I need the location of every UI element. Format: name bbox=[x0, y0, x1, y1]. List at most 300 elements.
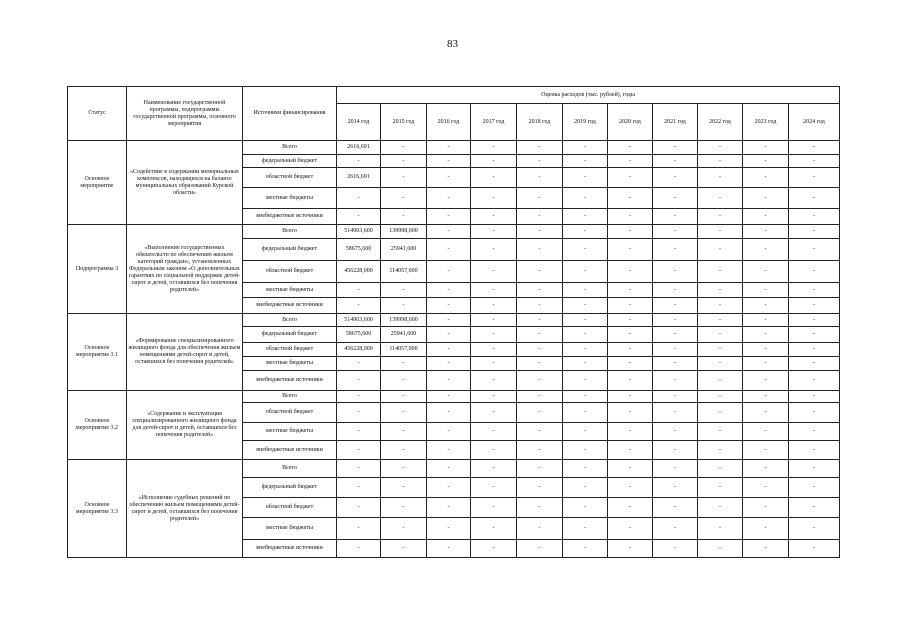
expense-estimate-table bbox=[67, 86, 840, 558]
value-cell: - bbox=[789, 478, 840, 498]
value-cell: - bbox=[608, 141, 653, 155]
header-name: Наименование государственной программы, подпрограммы государственной программы, основного мероприятия bbox=[127, 87, 243, 141]
value-cell: - bbox=[337, 403, 381, 423]
value-cell: - bbox=[608, 391, 653, 403]
value-cell: - bbox=[563, 168, 608, 188]
value-cell: - bbox=[471, 239, 517, 261]
value-cell: - bbox=[608, 225, 653, 239]
value-cell: - bbox=[789, 168, 840, 188]
value-cell: - bbox=[563, 298, 608, 314]
value-cell: - bbox=[517, 518, 563, 540]
value-cell: - bbox=[471, 391, 517, 403]
value-cell: - bbox=[427, 188, 471, 209]
value-cell: - bbox=[427, 498, 471, 518]
year-header: 2021 год bbox=[653, 104, 698, 141]
value-cell: - bbox=[517, 478, 563, 498]
value-cell: - bbox=[563, 209, 608, 225]
value-cell: - bbox=[337, 298, 381, 314]
value-cell: - bbox=[381, 478, 427, 498]
value-cell: - bbox=[608, 540, 653, 558]
value-cell: - bbox=[517, 403, 563, 423]
value-cell: - bbox=[381, 371, 427, 391]
value-cell: - bbox=[517, 168, 563, 188]
value-cell: - bbox=[698, 343, 743, 357]
year-header: 2014 год bbox=[337, 104, 381, 141]
funding-source-cell: внебюджетные источники bbox=[243, 298, 337, 314]
value-cell: - bbox=[471, 371, 517, 391]
value-cell: - bbox=[698, 357, 743, 371]
value-cell: - bbox=[653, 343, 698, 357]
value-cell: - bbox=[743, 188, 789, 209]
value-cell: - bbox=[471, 460, 517, 478]
value-cell: 514903,600 bbox=[337, 314, 381, 327]
value-cell: - bbox=[608, 155, 653, 168]
value-cell: - bbox=[698, 261, 743, 283]
value-cell: - bbox=[471, 155, 517, 168]
value-cell: 2616,691 bbox=[337, 141, 381, 155]
value-cell: - bbox=[608, 441, 653, 460]
value-cell: - bbox=[653, 209, 698, 225]
value-cell: - bbox=[337, 478, 381, 498]
value-cell: - bbox=[381, 391, 427, 403]
value-cell: - bbox=[698, 460, 743, 478]
value-cell: - bbox=[517, 327, 563, 343]
value-cell: - bbox=[427, 155, 471, 168]
value-cell: - bbox=[427, 298, 471, 314]
status-cell: Основное мероприятие 3.1 bbox=[68, 314, 127, 391]
table-row bbox=[68, 391, 840, 403]
value-cell: - bbox=[427, 209, 471, 225]
value-cell: - bbox=[608, 518, 653, 540]
value-cell: - bbox=[563, 478, 608, 498]
value-cell: - bbox=[653, 168, 698, 188]
value-cell: - bbox=[517, 498, 563, 518]
value-cell: - bbox=[563, 225, 608, 239]
value-cell: - bbox=[337, 518, 381, 540]
value-cell: - bbox=[789, 225, 840, 239]
value-cell: - bbox=[471, 225, 517, 239]
value-cell: - bbox=[427, 391, 471, 403]
program-name-cell: «Исполнение судебных решений по обеспечению жильем помещениями детей-сирот и детей, оставшихся без попечения родителей» bbox=[127, 460, 243, 558]
value-cell: - bbox=[653, 298, 698, 314]
value-cell: - bbox=[381, 423, 427, 441]
value-cell: - bbox=[381, 441, 427, 460]
value-cell: - bbox=[653, 357, 698, 371]
year-header: 2020 год bbox=[608, 104, 653, 141]
value-cell: - bbox=[789, 518, 840, 540]
table-row bbox=[68, 460, 840, 478]
value-cell: - bbox=[517, 141, 563, 155]
value-cell: - bbox=[789, 261, 840, 283]
value-cell: - bbox=[517, 391, 563, 403]
funding-source-cell: местные бюджеты bbox=[243, 518, 337, 540]
value-cell: - bbox=[743, 298, 789, 314]
value-cell: - bbox=[743, 343, 789, 357]
value-cell: - bbox=[563, 540, 608, 558]
value-cell: - bbox=[608, 478, 653, 498]
value-cell: - bbox=[381, 155, 427, 168]
value-cell: - bbox=[471, 298, 517, 314]
funding-source-cell: федеральный бюджет bbox=[243, 155, 337, 168]
value-cell: - bbox=[381, 141, 427, 155]
value-cell: - bbox=[608, 371, 653, 391]
value-cell: - bbox=[743, 239, 789, 261]
value-cell: 58675,600 bbox=[337, 327, 381, 343]
funding-source-cell: местные бюджеты bbox=[243, 357, 337, 371]
value-cell: - bbox=[517, 371, 563, 391]
value-cell: - bbox=[698, 188, 743, 209]
value-cell: - bbox=[698, 371, 743, 391]
funding-source-cell: Всего bbox=[243, 225, 337, 239]
value-cell: - bbox=[517, 357, 563, 371]
value-cell: - bbox=[337, 441, 381, 460]
value-cell: - bbox=[653, 391, 698, 403]
value-cell: - bbox=[471, 540, 517, 558]
value-cell: - bbox=[517, 225, 563, 239]
value-cell: - bbox=[743, 209, 789, 225]
funding-source-cell: внебюджетные источники bbox=[243, 540, 337, 558]
value-cell: - bbox=[381, 188, 427, 209]
value-cell: - bbox=[381, 298, 427, 314]
value-cell: - bbox=[427, 168, 471, 188]
value-cell: - bbox=[427, 327, 471, 343]
value-cell: - bbox=[698, 423, 743, 441]
value-cell: - bbox=[381, 518, 427, 540]
page-number: 83 bbox=[447, 38, 458, 50]
value-cell: - bbox=[698, 540, 743, 558]
value-cell: - bbox=[427, 423, 471, 441]
header-status: Статус bbox=[68, 87, 127, 141]
value-cell: - bbox=[471, 327, 517, 343]
value-cell: - bbox=[381, 540, 427, 558]
value-cell: - bbox=[563, 357, 608, 371]
value-cell: - bbox=[698, 391, 743, 403]
value-cell: - bbox=[653, 155, 698, 168]
funding-source-cell: Всего bbox=[243, 460, 337, 478]
funding-source-cell: областной бюджет bbox=[243, 403, 337, 423]
value-cell: - bbox=[653, 283, 698, 298]
value-cell: - bbox=[563, 391, 608, 403]
value-cell: - bbox=[337, 357, 381, 371]
header-estimate: Оценка расходов (тыс. рублей), годы bbox=[337, 87, 840, 104]
value-cell: - bbox=[789, 371, 840, 391]
value-cell: - bbox=[789, 460, 840, 478]
value-cell: - bbox=[698, 239, 743, 261]
table-row bbox=[68, 225, 840, 239]
year-header: 2022 год bbox=[698, 104, 743, 141]
value-cell: - bbox=[337, 423, 381, 441]
value-cell: - bbox=[789, 540, 840, 558]
value-cell: - bbox=[653, 239, 698, 261]
value-cell: - bbox=[517, 261, 563, 283]
value-cell: - bbox=[698, 298, 743, 314]
value-cell: - bbox=[789, 403, 840, 423]
program-name-cell: «Формирование специализированного жилищного фонда для обеспечения жильем помещениями детей-сирот и детей, оставшихся без попечения родителей» bbox=[127, 314, 243, 391]
value-cell: - bbox=[337, 460, 381, 478]
value-cell: - bbox=[337, 498, 381, 518]
value-cell: - bbox=[563, 498, 608, 518]
value-cell: - bbox=[653, 403, 698, 423]
value-cell: - bbox=[789, 391, 840, 403]
value-cell: - bbox=[517, 314, 563, 327]
header-sources: Источники финансирования bbox=[243, 87, 337, 141]
funding-source-cell: Всего bbox=[243, 141, 337, 155]
value-cell: - bbox=[698, 225, 743, 239]
value-cell: - bbox=[517, 209, 563, 225]
value-cell: 114057,000 bbox=[381, 261, 427, 283]
funding-source-cell: внебюджетные источники bbox=[243, 209, 337, 225]
value-cell: - bbox=[653, 498, 698, 518]
funding-source-cell: областной бюджет bbox=[243, 168, 337, 188]
value-cell: - bbox=[698, 518, 743, 540]
value-cell: - bbox=[698, 283, 743, 298]
value-cell: - bbox=[563, 261, 608, 283]
value-cell: - bbox=[471, 283, 517, 298]
value-cell: - bbox=[337, 540, 381, 558]
year-header: 2015 год bbox=[381, 104, 427, 141]
value-cell: - bbox=[471, 261, 517, 283]
value-cell: - bbox=[427, 141, 471, 155]
value-cell: - bbox=[563, 460, 608, 478]
value-cell: - bbox=[427, 261, 471, 283]
value-cell: - bbox=[789, 209, 840, 225]
value-cell: - bbox=[563, 403, 608, 423]
value-cell: 139998,600 bbox=[381, 225, 427, 239]
value-cell: - bbox=[743, 261, 789, 283]
value-cell: 25941,600 bbox=[381, 239, 427, 261]
value-cell: - bbox=[471, 518, 517, 540]
value-cell: - bbox=[743, 314, 789, 327]
value-cell: 25941,600 bbox=[381, 327, 427, 343]
value-cell: - bbox=[471, 209, 517, 225]
value-cell: - bbox=[517, 155, 563, 168]
value-cell: - bbox=[743, 518, 789, 540]
program-name-cell: «Содействие в содержании мемориальных комплексов, находящихся на балансе муниципальных образований Курской области» bbox=[127, 141, 243, 225]
value-cell: - bbox=[471, 423, 517, 441]
value-cell: - bbox=[608, 261, 653, 283]
value-cell: - bbox=[471, 357, 517, 371]
value-cell: - bbox=[381, 357, 427, 371]
value-cell: 58675,600 bbox=[337, 239, 381, 261]
year-header: 2023 год bbox=[743, 104, 789, 141]
value-cell: - bbox=[563, 155, 608, 168]
status-cell: Подпрограмма 3 bbox=[68, 225, 127, 314]
value-cell: - bbox=[653, 423, 698, 441]
value-cell: - bbox=[471, 141, 517, 155]
value-cell: - bbox=[743, 327, 789, 343]
year-header: 2024 год bbox=[789, 104, 840, 141]
value-cell: - bbox=[563, 188, 608, 209]
value-cell: - bbox=[337, 155, 381, 168]
value-cell: - bbox=[789, 498, 840, 518]
value-cell: - bbox=[653, 478, 698, 498]
value-cell: - bbox=[743, 371, 789, 391]
value-cell: - bbox=[789, 423, 840, 441]
value-cell: - bbox=[653, 371, 698, 391]
value-cell: - bbox=[743, 441, 789, 460]
value-cell: - bbox=[743, 283, 789, 298]
value-cell: - bbox=[608, 460, 653, 478]
value-cell: - bbox=[653, 314, 698, 327]
value-cell: - bbox=[471, 168, 517, 188]
value-cell: - bbox=[563, 423, 608, 441]
value-cell: - bbox=[427, 441, 471, 460]
funding-source-cell: областной бюджет bbox=[243, 343, 337, 357]
value-cell: - bbox=[789, 343, 840, 357]
value-cell: - bbox=[427, 314, 471, 327]
value-cell: - bbox=[427, 371, 471, 391]
value-cell: - bbox=[653, 141, 698, 155]
funding-source-cell: федеральный бюджет bbox=[243, 327, 337, 343]
funding-source-cell: местные бюджеты bbox=[243, 423, 337, 441]
value-cell: - bbox=[653, 518, 698, 540]
value-cell: - bbox=[653, 188, 698, 209]
value-cell: - bbox=[608, 209, 653, 225]
value-cell: - bbox=[789, 314, 840, 327]
value-cell: - bbox=[517, 423, 563, 441]
value-cell: - bbox=[698, 403, 743, 423]
value-cell: - bbox=[608, 327, 653, 343]
funding-source-cell: внебюджетные источники bbox=[243, 371, 337, 391]
value-cell: - bbox=[471, 403, 517, 423]
value-cell: - bbox=[789, 298, 840, 314]
value-cell: - bbox=[653, 441, 698, 460]
value-cell: - bbox=[563, 441, 608, 460]
value-cell: - bbox=[381, 460, 427, 478]
value-cell: - bbox=[563, 239, 608, 261]
value-cell: - bbox=[517, 441, 563, 460]
value-cell: - bbox=[608, 357, 653, 371]
value-cell: - bbox=[653, 540, 698, 558]
program-name-cell: «Выполнение государственных обязательств по обеспечению жильем категорий граждан», установленных Федеральным законом «О дополнительных гарантиях по социальной поддержке детей-сирот и детей, оставшихся без попечения родителей» bbox=[127, 225, 243, 314]
value-cell: - bbox=[698, 441, 743, 460]
year-header: 2016 год bbox=[427, 104, 471, 141]
value-cell: - bbox=[471, 478, 517, 498]
value-cell: - bbox=[517, 540, 563, 558]
value-cell: - bbox=[743, 540, 789, 558]
value-cell: - bbox=[427, 403, 471, 423]
value-cell: - bbox=[608, 283, 653, 298]
value-cell: - bbox=[381, 283, 427, 298]
value-cell: - bbox=[381, 403, 427, 423]
value-cell: - bbox=[427, 478, 471, 498]
value-cell: - bbox=[698, 155, 743, 168]
value-cell: - bbox=[517, 283, 563, 298]
value-cell: - bbox=[427, 343, 471, 357]
value-cell: - bbox=[789, 155, 840, 168]
funding-source-cell: местные бюджеты bbox=[243, 188, 337, 209]
value-cell: 114057,000 bbox=[381, 343, 427, 357]
table-row bbox=[68, 141, 840, 155]
value-cell: - bbox=[427, 540, 471, 558]
value-cell: - bbox=[427, 460, 471, 478]
value-cell: - bbox=[743, 403, 789, 423]
value-cell: - bbox=[743, 460, 789, 478]
value-cell: 456228,000 bbox=[337, 261, 381, 283]
table-body bbox=[68, 141, 840, 558]
value-cell: - bbox=[337, 188, 381, 209]
funding-source-cell: федеральный бюджет bbox=[243, 478, 337, 498]
value-cell: - bbox=[789, 357, 840, 371]
value-cell: - bbox=[789, 283, 840, 298]
value-cell: - bbox=[337, 283, 381, 298]
value-cell: - bbox=[471, 314, 517, 327]
value-cell: - bbox=[517, 460, 563, 478]
value-cell: - bbox=[743, 141, 789, 155]
value-cell: - bbox=[789, 141, 840, 155]
value-cell: - bbox=[563, 518, 608, 540]
value-cell: 139998,600 bbox=[381, 314, 427, 327]
value-cell: - bbox=[427, 225, 471, 239]
value-cell: - bbox=[698, 168, 743, 188]
value-cell: - bbox=[608, 343, 653, 357]
value-cell: - bbox=[563, 283, 608, 298]
value-cell: - bbox=[743, 155, 789, 168]
value-cell: - bbox=[471, 343, 517, 357]
table-row bbox=[68, 314, 840, 327]
value-cell: - bbox=[743, 168, 789, 188]
value-cell: - bbox=[427, 239, 471, 261]
value-cell: - bbox=[698, 327, 743, 343]
value-cell: - bbox=[608, 423, 653, 441]
value-cell: - bbox=[653, 460, 698, 478]
value-cell: - bbox=[608, 498, 653, 518]
value-cell: - bbox=[743, 423, 789, 441]
value-cell: - bbox=[517, 298, 563, 314]
value-cell: 514903,600 bbox=[337, 225, 381, 239]
value-cell: - bbox=[563, 343, 608, 357]
year-header: 2019 год bbox=[563, 104, 608, 141]
value-cell: - bbox=[698, 498, 743, 518]
funding-source-cell: областной бюджет bbox=[243, 498, 337, 518]
value-cell: - bbox=[517, 343, 563, 357]
value-cell: - bbox=[608, 403, 653, 423]
year-header: 2017 год bbox=[471, 104, 517, 141]
funding-source-cell: местные бюджеты bbox=[243, 283, 337, 298]
value-cell: - bbox=[427, 518, 471, 540]
funding-source-cell: федеральный бюджет bbox=[243, 239, 337, 261]
status-cell: Основное мероприятие 3.3 bbox=[68, 460, 127, 558]
value-cell: - bbox=[381, 498, 427, 518]
funding-source-cell: Всего bbox=[243, 314, 337, 327]
value-cell: 2616,691 bbox=[337, 168, 381, 188]
status-cell: Основное мероприятие bbox=[68, 141, 127, 225]
year-header: 2018 год bbox=[517, 104, 563, 141]
value-cell: - bbox=[337, 391, 381, 403]
value-cell: - bbox=[698, 314, 743, 327]
funding-source-cell: Всего bbox=[243, 391, 337, 403]
value-cell: - bbox=[653, 225, 698, 239]
value-cell: - bbox=[427, 357, 471, 371]
value-cell: - bbox=[563, 141, 608, 155]
value-cell: - bbox=[789, 239, 840, 261]
value-cell: - bbox=[608, 314, 653, 327]
value-cell: - bbox=[698, 141, 743, 155]
value-cell: - bbox=[743, 478, 789, 498]
value-cell: - bbox=[381, 209, 427, 225]
value-cell: - bbox=[337, 209, 381, 225]
value-cell: - bbox=[471, 498, 517, 518]
value-cell: - bbox=[563, 371, 608, 391]
value-cell: 456228,000 bbox=[337, 343, 381, 357]
value-cell: - bbox=[743, 357, 789, 371]
value-cell: - bbox=[517, 188, 563, 209]
value-cell: - bbox=[563, 314, 608, 327]
status-cell: Основное мероприятие 3.2 bbox=[68, 391, 127, 460]
program-name-cell: «Содержание и эксплуатация специализированного жилищного фонда для детей-сирот и детей, оставшихся без попечения родителей» bbox=[127, 391, 243, 460]
value-cell: - bbox=[743, 225, 789, 239]
value-cell: - bbox=[653, 261, 698, 283]
